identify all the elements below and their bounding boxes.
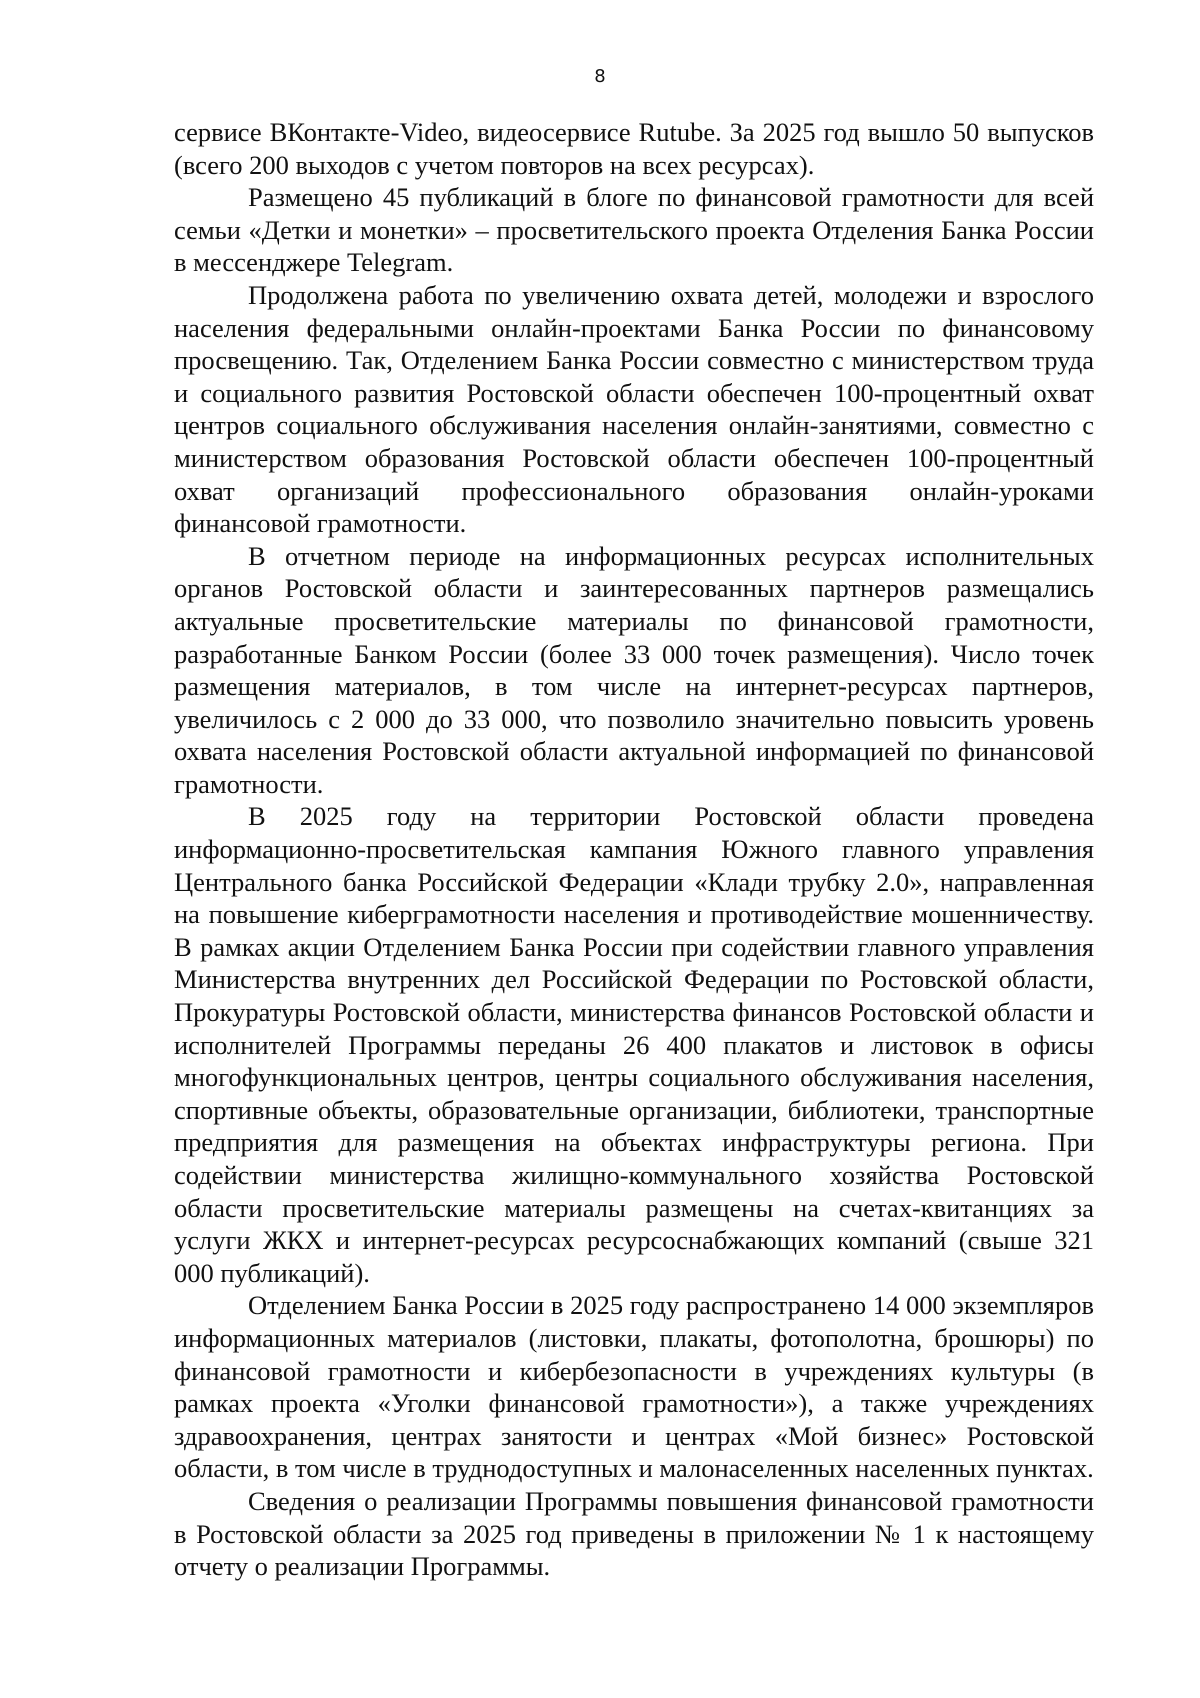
- page-number: 8: [594, 66, 606, 87]
- paragraph-appendix-reference: Сведения о реализации Программы повышения финансовой грамотности в Ростовской области за 2025 год приведены в приложении № 1 к настоящему отчету о реализации Программы.: [174, 1485, 1094, 1582]
- paragraph-online-projects: Продолжена работа по увеличению охвата детей, молодежи и взрослого населения федеральными онлайн-проектами Банка России по финансовому просвещению. Так, Отделением Банка России совместно с министерством труда и социального развития Ростовской области обеспечен 100-процентный охват центров социального обслуживания населения онлайн-занятиями, совместно с министерством образования Ростовской области обеспечен 100-процентный охват организаций профессионального образования онлайн-уроками финансовой грамотности.: [174, 279, 1094, 539]
- paragraph-information-resources: В отчетном периоде на информационных ресурсах исполнительных органов Ростовской области и заинтересованных партнеров размещались актуальные просветительские материалы по финансовой грамотности, разработанные Банком России (более 33 000 точек размещения). Число точек размещения материалов, в том числе на интернет-ресурсах партнеров, увеличилось с 2 000 до 33 000, что позволило значительно повысить уровень охвата населения Ростовской области актуальной информацией по финансовой грамотности.: [174, 540, 1094, 799]
- document-body: [174, 116, 1094, 1583]
- paragraph-campaign: В 2025 году на территории Ростовской области проведена информационно-просветительская кампания Южного главного управления Центрального банка Российской Федерации «Клади трубку 2.0», направленная на повышение киберграмотности населения и противодействие мошенничеству. В рамках акции Отделением Банка России при содействии главного управления Министерства внутренних дел Российской Федерации по Ростовской области, Прокуратуры Ростовской области, министерства финансов Ростовской области и исполнителей Программы переданы 26 400 плакатов и листовок в офисы многофункциональных центров, центры социального обслуживания населения, спортивные объекты, образовательные организации, библиотеки, транспортные предприятия для размещения на объектах инфраструктуры региона. При содействии министерства жилищно-коммунального хозяйства Ростовской области просветительские материалы размещены на счетах-квитанциях за услуги ЖКХ и интернет-ресурсах ресурсоснабжающих компаний (свыше 321 000 публикаций).: [174, 801, 1094, 1288]
- paragraph-continuation: сервисе ВКонтакте-Video, видеосервисе Rutube. За 2025 год вышло 50 выпусков (всего 200 выходов с учетом повторов на всех ресурсах).: [174, 117, 1094, 180]
- paragraph-distribution: Отделением Банка России в 2025 году распространено 14 000 экземпляров информационных материалов (листовки, плакаты, фотополотна, брошюры) по финансовой грамотности и кибербезопасности в учреждениях культуры (в рамках проекта «Уголки финансовой грамотности»), а также учреждениях здравоохранения, центрах занятости и центрах «Мой бизнес» Ростовской области, в том числе в труднодоступных и малонаселенных населенных пунктах.: [174, 1290, 1094, 1484]
- paragraph-blog-publications: Размещено 45 публикаций в блоге по финансовой грамотности для всей семьи «Детки и монетки» – просветительского проекта Отделения Банка России в мессенджере Telegram.: [174, 182, 1094, 278]
